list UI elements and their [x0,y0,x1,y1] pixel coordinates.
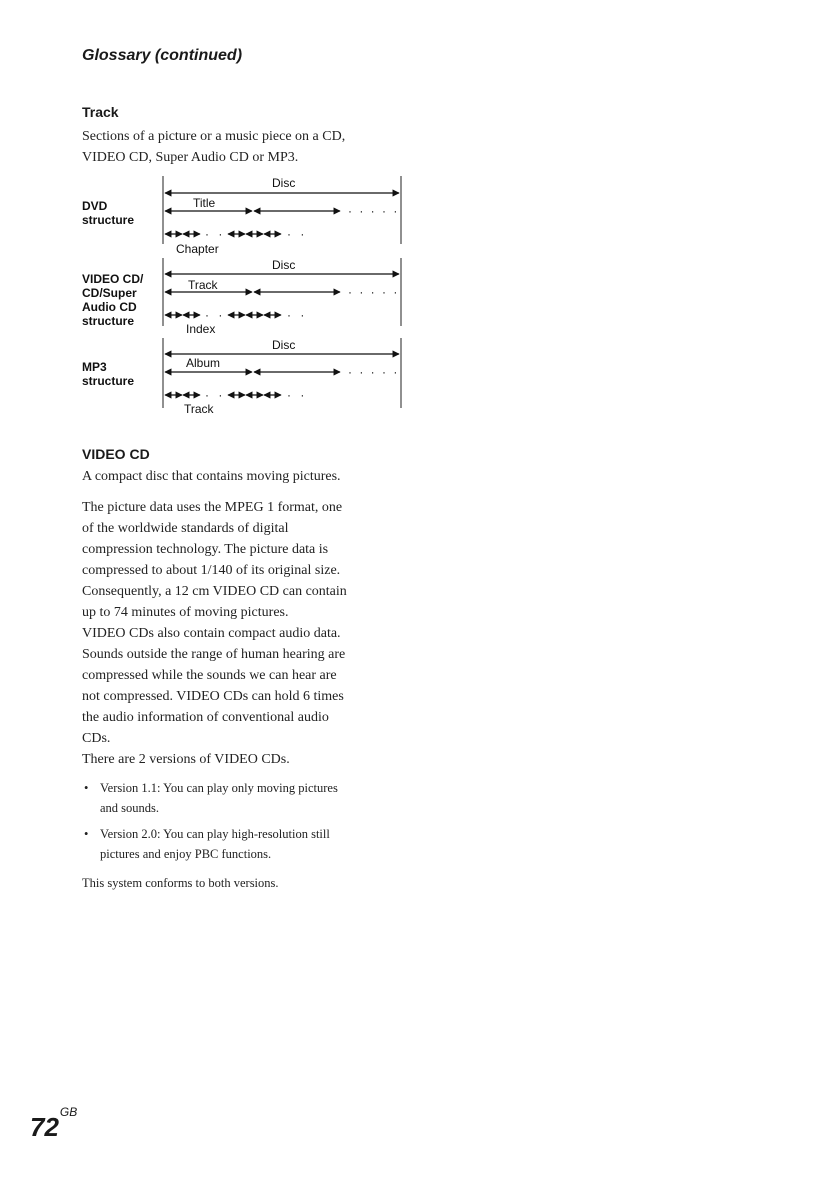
track-heading: Track [82,104,119,120]
svg-text:· ·: · · [287,308,308,322]
text-line: VIDEO CDs also contain compact audio data. [82,626,341,641]
row-label-line: structure [82,213,135,227]
text-line: of the worldwide standards of digital [82,521,289,536]
track-line-2: VIDEO CD, Super Audio CD or MP3. [82,150,299,165]
disc-label: Disc [272,176,296,190]
svg-text:· ·: · · [205,227,226,241]
text-line: A compact disc that contains moving pictures. [82,469,341,484]
list-item [82,778,417,818]
page-number-value: 72 [30,1112,59,1142]
text-line: up to 74 minutes of moving pictures. [82,605,289,620]
disc-label: Disc [272,258,296,272]
svg-text:· ·: · · [287,388,308,402]
row-label-line: VIDEO CD/ [82,272,144,286]
text-line: compressed while the sounds we can hear are [82,668,337,683]
versions-list [82,778,417,864]
text-line: compressed to about 1/140 of its original size. [82,563,341,578]
videocd-heading: VIDEO CD [82,446,150,462]
running-head: Glossary (continued) [82,47,243,64]
row-label-line: structure [82,374,135,388]
svg-text:· ·: · · [287,227,308,241]
album-label: Album [186,356,221,370]
bullet-icon: • [84,827,89,841]
chapter-label: Chapter [176,242,219,256]
text-line: Consequently, a 12 cm VIDEO CD can contain [82,584,347,599]
continuation-dots: · · · · · [348,285,400,299]
text-line: There are 2 versions of VIDEO CDs. [82,752,290,767]
text-line: compression technology. The picture data is [82,542,329,557]
page-number [30,1105,78,1143]
text-line: not compressed. VIDEO CDs can hold 6 times [82,689,344,704]
page-number-suffix: GB [59,1105,78,1120]
text-line: Sounds outside the range of human hearing are [82,647,346,662]
row-label-line: Audio CD [82,300,137,314]
track-label: Track [184,402,214,416]
text-line: and sounds. [100,801,160,815]
row-label-line: CD/Super [82,286,137,300]
videocd-para-5 [82,873,417,894]
videocd-para-2 [82,497,417,623]
text-line: Version 2.0: You can play high-resolution still [100,827,330,841]
row-label-line: DVD [82,199,108,213]
text-line: This system conforms to both versions. [82,876,279,890]
title-label: Title [193,196,216,210]
text-line: the audio information of conventional audio [82,710,329,725]
structure-diagram [0,0,824,420]
continuation-dots: · · · · · [348,365,400,379]
text-line: CDs. [82,731,111,746]
videocd-para-1 [82,466,417,487]
svg-text:· ·: · · [205,388,226,402]
index-label: Index [186,322,216,336]
row-label-line: structure [82,314,135,328]
row-label-line: MP3 [82,360,107,374]
continuation-dots: · · · · · [348,204,400,218]
track-line-1: Sections of a picture or a music piece on a CD, [82,129,346,144]
mp3-structure-row [82,338,401,416]
videocd-structure-row [82,258,401,336]
videocd-para-4 [82,749,417,770]
svg-text:· ·: · · [205,308,226,322]
track-label: Track [188,278,218,292]
bullet-icon: • [84,781,89,795]
text-line: The picture data uses the MPEG 1 format, one [82,500,343,515]
disc-label: Disc [272,338,296,352]
list-item [82,824,417,864]
text-line: Version 1.1: You can play only moving pictures [100,781,338,795]
videocd-para-3 [82,623,417,749]
text-line: pictures and enjoy PBC functions. [100,847,272,861]
dvd-structure-row [82,176,401,256]
